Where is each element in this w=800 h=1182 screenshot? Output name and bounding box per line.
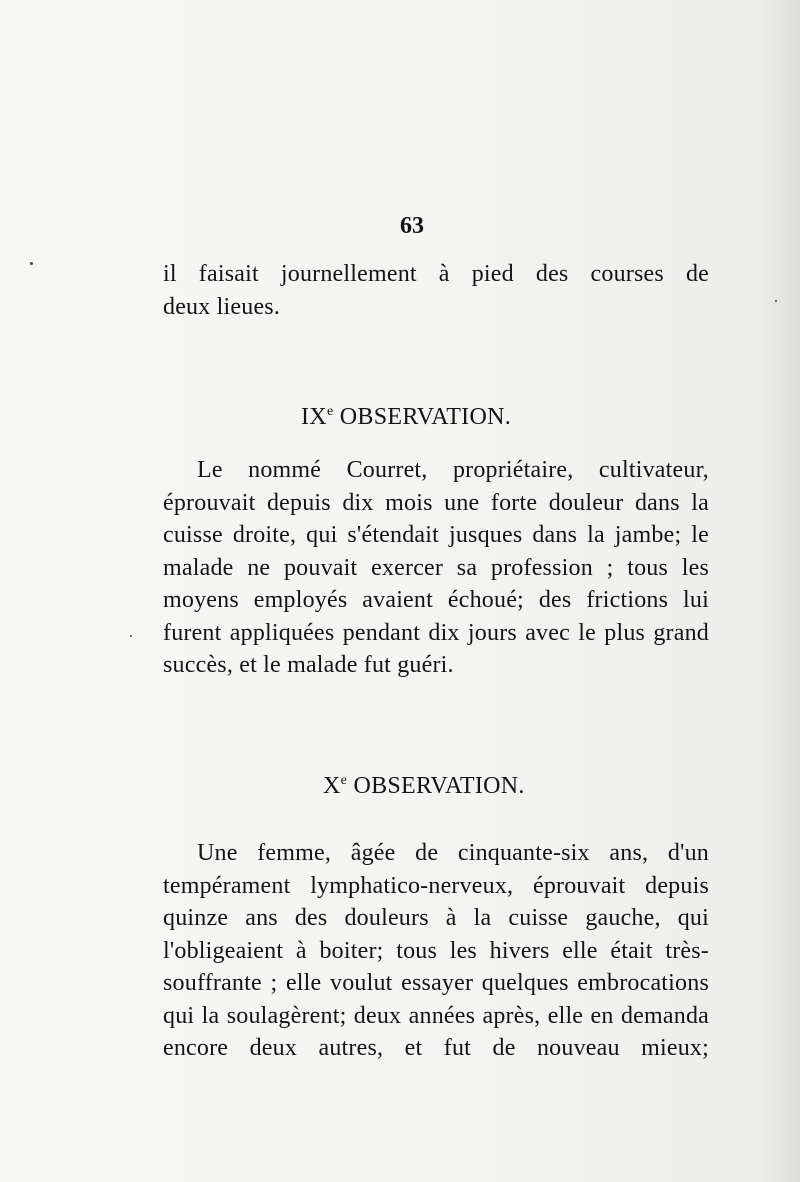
scan-speck <box>30 262 33 265</box>
heading-superscript: e <box>340 773 348 788</box>
continuation-line-1: il faisait journellement à pied des courses de <box>163 261 709 287</box>
heading-text: OBSERVATION. <box>353 773 525 799</box>
continuation-text <box>163 258 709 323</box>
observation-10-paragraph: Une femme, âgée de cinquante-six ans, d'un tempérament lymphatico-nerveux, éprouvait depuis quinze ans des douleurs à la cuisse gauche, qui l'obligeaient à boiter; tous les hivers elle était très-souffrante ; elle voulut essayer quelques embrocations qui la soulagèrent; deux années après, elle en demanda encore deux autres, et fut de nouveau mieux; <box>163 840 709 1061</box>
heading-superscript: e <box>326 404 334 419</box>
continuation-line-2: deux lieues. <box>163 293 281 320</box>
observation-9-paragraph: Le nommé Courret, propriétaire, cultivateur, éprouvait depuis dix mois une forte douleur dans la cuisse droite, qui s'étendait jusques dans la jambe; le malade ne pouvait exercer sa profession ; tous les moyens employés avaient échoué; des frictions lui furent appliquées pendant dix jours avec le plus grand succès, et le malade fut guéri. <box>163 457 709 678</box>
page-edge-shadow <box>760 0 800 1182</box>
scan-speck <box>130 635 132 637</box>
observation-9-text <box>163 454 709 682</box>
observation-10-text <box>163 837 709 1065</box>
observation-10-heading <box>323 773 525 800</box>
heading-numeral: X <box>323 773 341 799</box>
heading-text: OBSERVATION. <box>339 404 512 430</box>
heading-numeral: IX <box>301 404 327 430</box>
observation-9-heading <box>301 404 511 431</box>
page-number: 63 <box>400 213 424 239</box>
scan-speck <box>775 300 777 302</box>
